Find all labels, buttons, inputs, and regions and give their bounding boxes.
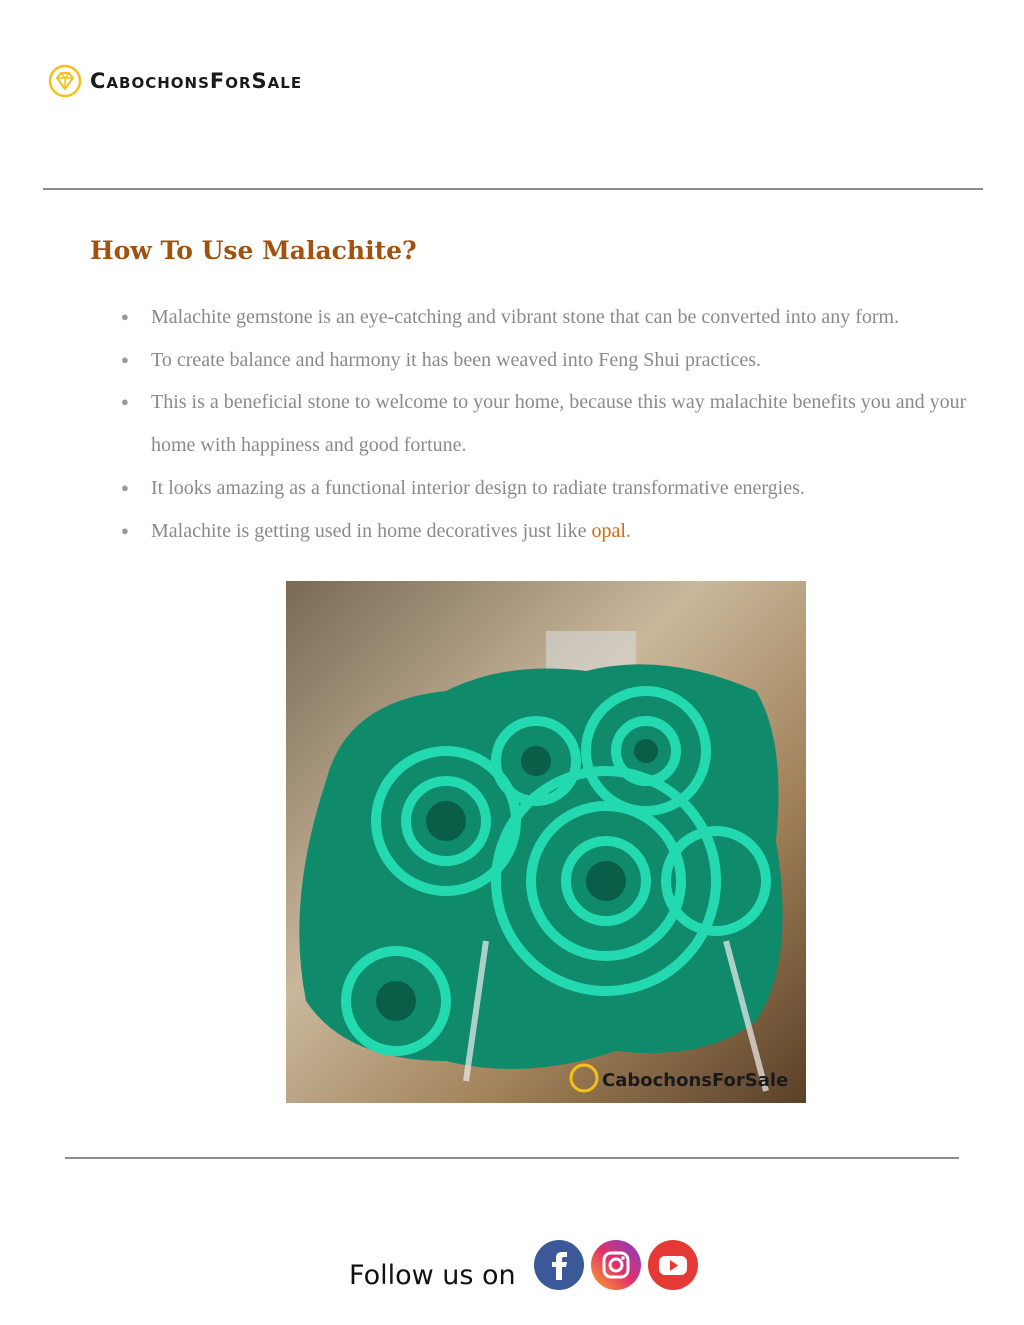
follow-us: [349, 1238, 705, 1291]
facebook-icon[interactable]: [534, 1240, 584, 1290]
youtube-icon[interactable]: [648, 1240, 698, 1290]
article-heading: How To Use Malachite?: [90, 236, 417, 265]
instagram-icon[interactable]: [591, 1240, 641, 1290]
bullet-list: [0, 296, 1024, 552]
list-item: ● It looks amazing as a functional interior design to radiate transformative energies.: [121, 476, 805, 499]
list-item: ● Malachite gemstone is an eye-catching and vibrant stone that can be converted into any form.: [121, 306, 900, 328]
photo-watermark: CabochonsForSale: [602, 1070, 789, 1091]
malachite-photo: [286, 581, 806, 1103]
list-item: ● Malachite is getting used in home decoratives just like opal.: [121, 519, 631, 542]
brand-name: CabochonsForSale: [90, 69, 303, 93]
opal-link[interactable]: opal: [591, 519, 626, 542]
divider-bottom: [65, 1157, 959, 1159]
list-item: ● This is a beneficial stone to welcome to your home, because this way malachite benefits you and your home with happiness and good fortune.: [121, 391, 967, 457]
list-item: ● To create balance and harmony it has been weaved into Feng Shui practices.: [121, 348, 762, 371]
brand-logo[interactable]: [48, 64, 302, 98]
follow-text: Follow us on: [349, 1260, 516, 1291]
divider-top: [43, 188, 983, 190]
gem-icon: [48, 64, 82, 98]
